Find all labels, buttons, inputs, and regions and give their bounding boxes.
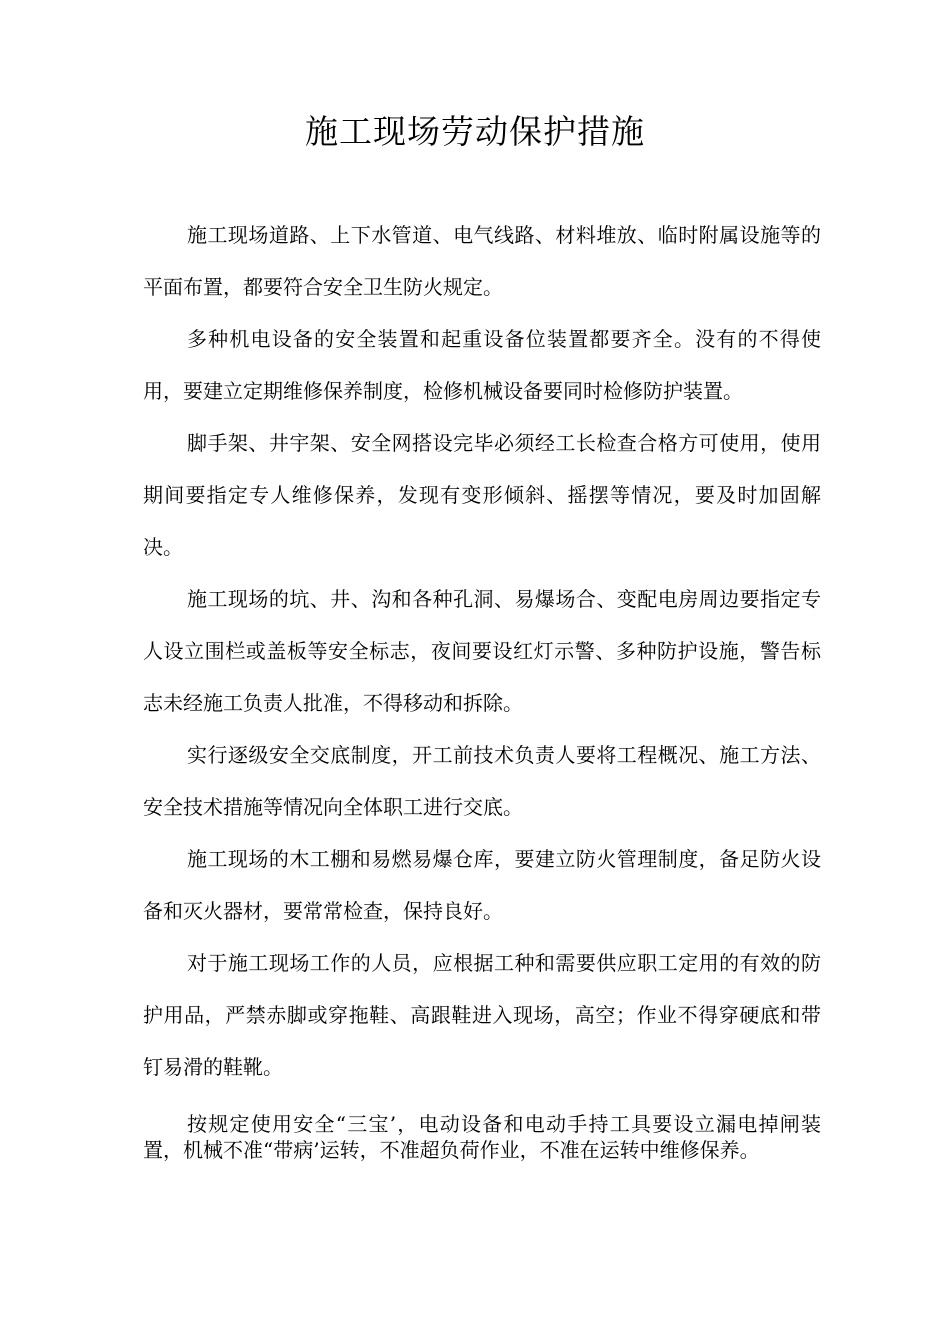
paragraph-hazard-areas: 施工现场的坑、井、沟和各种孔洞、易爆场合、变配电房周边要指定专人设立围栏或盖板等安全标志，夜间要设红灯示警、多种防护设施，警告标志未经施工负责人批准，不得移动和拆除。 bbox=[143, 587, 821, 715]
paragraph-scaffolding: 脚手架、井宇架、安全网搭设完毕必须经工长检查合格方可使用，使用期间要指定专人维修保养，发现有变形倾斜、摇摆等情况，要及时加固解决。 bbox=[143, 431, 821, 559]
paragraph-fire-prevention: 施工现场的木工棚和易燃易爆仓库，要建立防火管理制度，备足防火设备和灭火器材，要常常检查，保持良好。 bbox=[143, 847, 821, 923]
paragraph-protective-gear: 对于施工现场工作的人员，应根据工种和需要供应职工定用的有效的防护用品，严禁赤脚或穿拖鞋、高跟鞋进入现场，高空；作业不得穿硬底和带钉易滑的鞋靴。 bbox=[143, 951, 821, 1079]
document-title: 施工现场劳动保护措施 bbox=[305, 112, 645, 151]
paragraph-equipment-safety: 多种机电设备的安全装置和起重设备位装置都要齐全。没有的不得使用，要建立定期维修保养制度，检修机械设备要同时检修防护装置。 bbox=[143, 327, 821, 403]
paragraph-safety-briefing: 实行逐级安全交底制度，开工前技术负责人要将工程概况、施工方法、安全技术措施等情况向全体职工进行交底。 bbox=[143, 743, 821, 819]
paragraph-site-layout: 施工现场道路、上下水管道、电气线路、材料堆放、临时附属设施等的平面布置，都要符合安全卫生防火规定。 bbox=[143, 223, 821, 299]
paragraph-three-treasures: 按规定使用安全“三宝’，电动设备和电动手持工具要设立漏电掉闸装置，机械不准“带病’运转，不准超负荷作业，不准在运转中维修保养。 bbox=[143, 1112, 821, 1162]
